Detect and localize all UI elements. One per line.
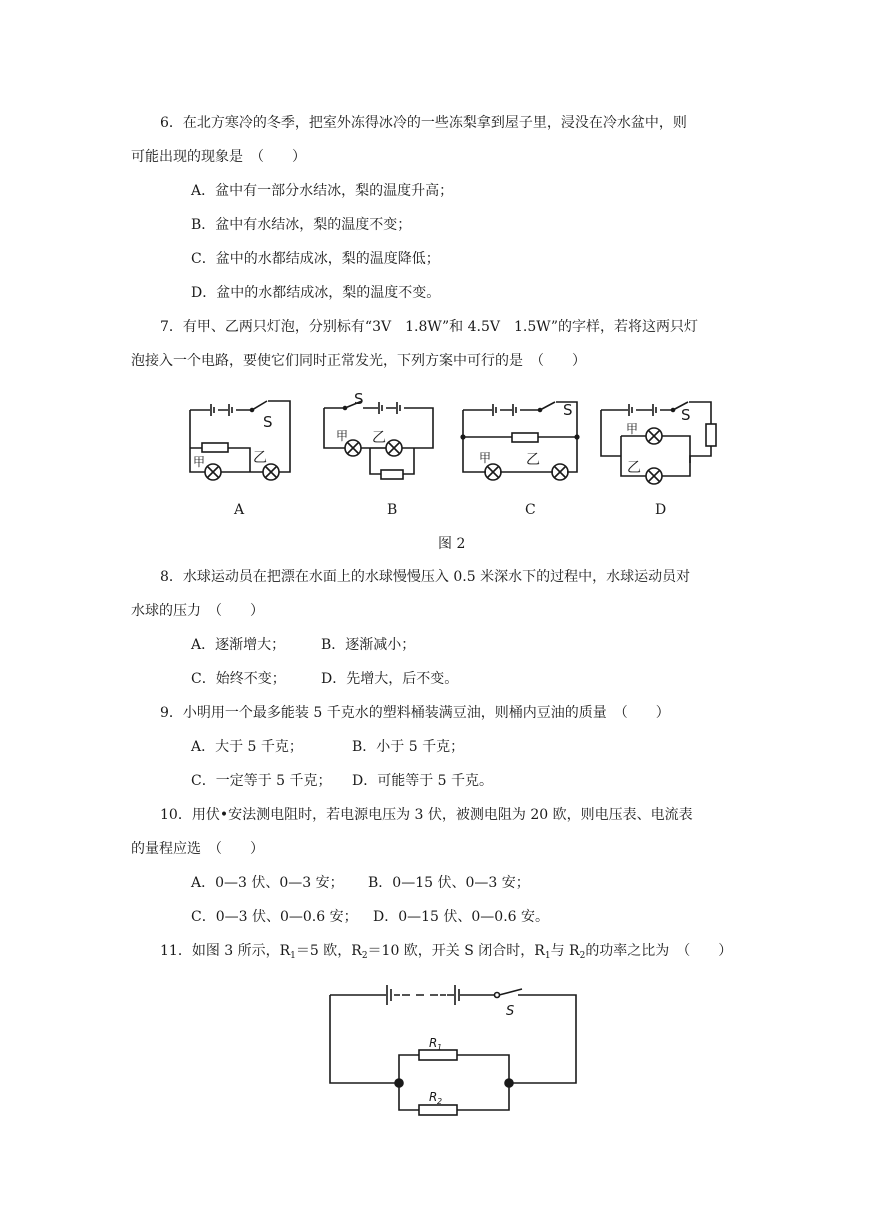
q8-stem-line2: 水球的压力 （ ）: [131, 603, 264, 619]
q7-stem-line2: 泡接入一个电路，要使它们同时正常发光，下列方案中可行的是 （ ）: [131, 353, 586, 369]
q6-option-d: D．盆中的水都结成冰，梨的温度不变。: [191, 285, 441, 301]
q11-text-part2: ＝5 欧，R: [295, 943, 362, 959]
q9-option-c: C．一定等于 5 千克；: [191, 773, 332, 789]
q8-option-d: D．先增大，后不变。: [321, 671, 459, 687]
circuit-d: [601, 402, 716, 484]
q11-text-part1: 11．如图 3 所示，R: [160, 943, 291, 959]
circuit-b-lamp-jia-label: 甲: [336, 429, 349, 443]
q11-text-part3: ＝10 欧，开关 S 闭合时，R: [367, 943, 545, 959]
q9-option-a: A．大于 5 千克；: [191, 739, 303, 755]
q9-option-b: B．小于 5 千克；: [352, 739, 465, 755]
figure-3-r1-subscript: 1: [437, 1043, 443, 1052]
q10-stem-line2: 的量程应选 （ ）: [131, 841, 264, 857]
q8-option-b: B．逐渐减小；: [321, 637, 416, 653]
q10-option-d: D．0—15 伏、0—0.6 安。: [373, 909, 550, 925]
q8-option-a: A．逐渐增大；: [191, 637, 286, 653]
figure-2-caption: 图 2: [438, 536, 466, 552]
figure-2-label-a: A: [234, 502, 245, 518]
figure-3-circuit: [0, 975, 869, 1125]
circuit-c: [461, 402, 579, 480]
circuit-b-switch-label: S: [354, 390, 364, 408]
q6-stem-line1: 6．在北方寒冷的冬季，把室外冻得冰冷的一些冻梨拿到屋子里，浸没在冷水盆中，则: [160, 115, 687, 131]
q10-option-b: B．0—15 伏、0—3 安；: [368, 875, 530, 891]
q10-stem-line1: 10．用伏•安法测电阻时，若电源电压为 3 伏，被测电阻为 20 欧，则电压表、电流表: [160, 807, 693, 823]
figure-3-r2-label: R: [429, 1090, 438, 1104]
q11-subscript-1: 1: [290, 951, 296, 961]
q11-text-part5: 的功率之比为 （ ）: [585, 943, 733, 959]
q8-option-c: C．始终不变；: [191, 671, 286, 687]
figure-3-r1-label: R: [429, 1036, 438, 1050]
q9-stem-line1: 9．小明用一个最多能装 5 千克水的塑料桶装满豆油，则桶内豆油的质量 （ ）: [160, 705, 670, 721]
q11-subscript-4: 2: [579, 951, 586, 961]
figure-3-r2-subscript: 2: [437, 1097, 443, 1106]
q8-stem-line1: 8．水球运动员在把漂在水面上的水球慢慢压入 0.5 米深水下的过程中，水球运动员对: [160, 569, 691, 585]
circuit-d-lamp-jia-label: 甲: [626, 422, 639, 436]
figure-2-label-c: C: [525, 502, 536, 518]
figure-2-circuits: [0, 390, 869, 530]
circuit-c-switch-label: S: [563, 401, 573, 419]
circuit-a-lamp-yi-label: 乙: [253, 450, 267, 466]
circuit-a-switch-label: S: [263, 413, 273, 431]
q6-option-b: B．盆中有水结冰，梨的温度不变；: [191, 217, 412, 233]
circuit-a-lamp-jia-label: 甲: [193, 455, 206, 469]
circuit-d-switch-label: S: [681, 406, 691, 424]
q11-text-part4: 与 R: [550, 943, 580, 959]
circuit-c-lamp-yi-label: 乙: [526, 452, 540, 468]
q6-option-c: C．盆中的水都结成冰，梨的温度降低；: [191, 251, 440, 267]
circuit-b-lamp-yi-label: 乙: [372, 430, 386, 446]
q11-subscript-2: 2: [361, 951, 368, 961]
q9-option-d: D．可能等于 5 千克。: [352, 773, 494, 789]
figure-3-switch-label: S: [506, 1004, 515, 1019]
q11-stem-line1: [160, 941, 732, 966]
circuit-d-lamp-yi-label: 乙: [627, 460, 641, 476]
q7-stem-line1: 7．有甲、乙两只灯泡，分别标有“3V 1.8W”和 4.5V 1.5W”的字样，若将这两只灯: [160, 319, 699, 335]
q6-stem-line2: 可能出现的现象是 （ ）: [131, 149, 306, 165]
q10-option-a: A．0—3 伏、0—3 安；: [191, 875, 344, 891]
q11-subscript-3: 1: [544, 951, 551, 961]
figure-2-label-d: D: [655, 502, 667, 518]
figure-2-label-b: B: [387, 502, 398, 518]
q10-option-c: C．0—3 伏、0—0.6 安；: [191, 909, 358, 925]
q6-option-a: A．盆中有一部分水结冰，梨的温度升高；: [191, 183, 454, 199]
circuit-c-lamp-jia-label: 甲: [479, 451, 492, 465]
